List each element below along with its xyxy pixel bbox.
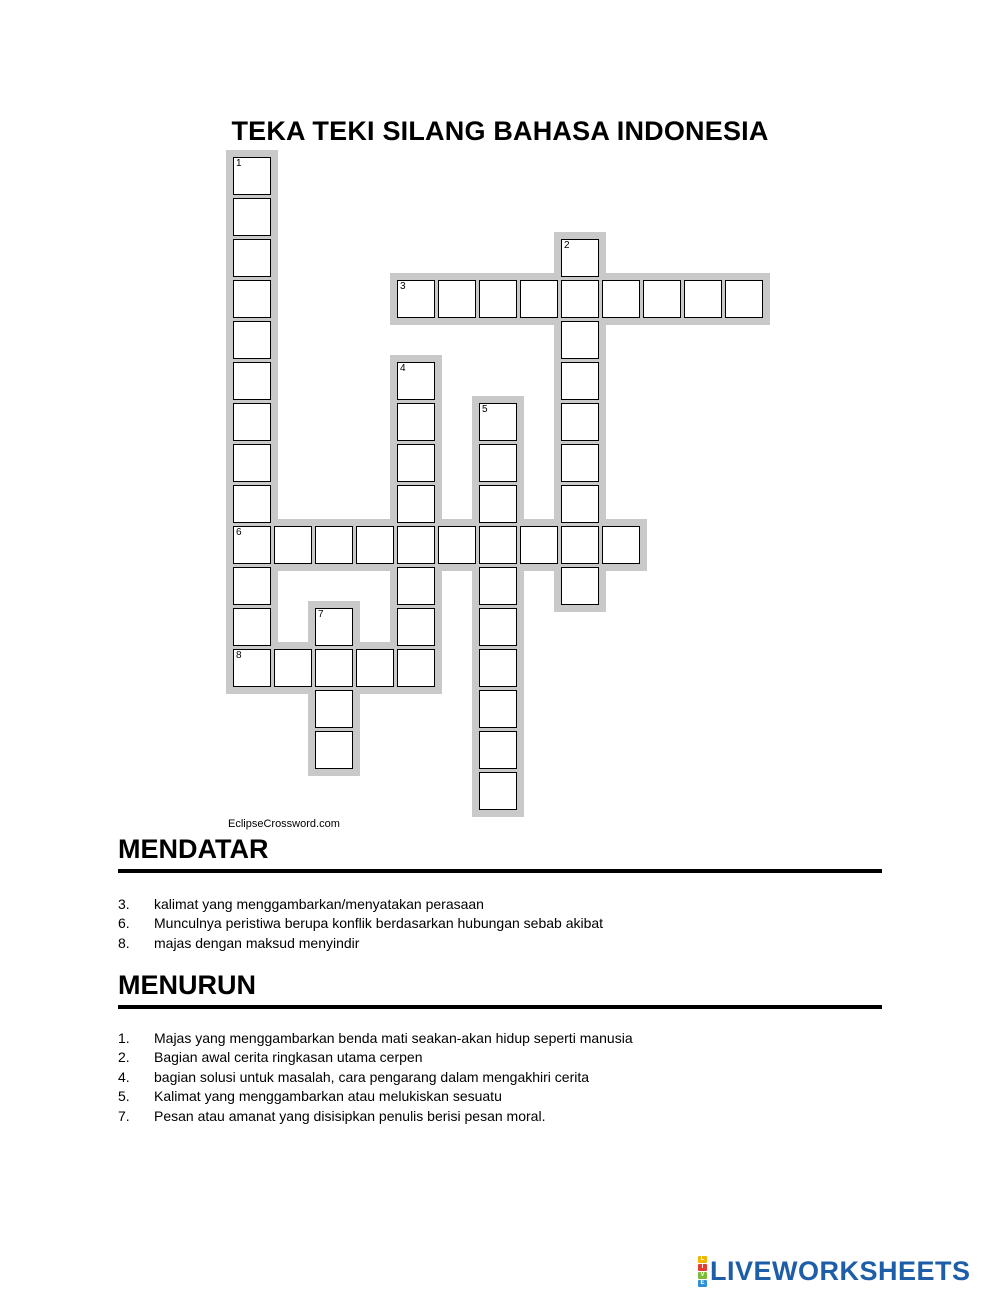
credit-text: EclipseCrossword.com bbox=[228, 818, 340, 830]
crossword-cell[interactable] bbox=[561, 280, 599, 318]
crossword-cell[interactable] bbox=[397, 567, 435, 605]
crossword-cell[interactable] bbox=[479, 649, 517, 687]
crossword-cell[interactable] bbox=[561, 403, 599, 441]
crossword-cell[interactable] bbox=[233, 362, 271, 400]
crossword-cell[interactable] bbox=[233, 567, 271, 605]
crossword-cell[interactable] bbox=[561, 362, 599, 400]
crossword-cell[interactable] bbox=[479, 608, 517, 646]
crossword-cell[interactable] bbox=[479, 690, 517, 728]
crossword-cell[interactable] bbox=[233, 157, 271, 195]
cell-number: 4 bbox=[400, 363, 406, 374]
crossword-cell[interactable] bbox=[233, 444, 271, 482]
mendatar-rule bbox=[118, 869, 882, 873]
crossword-cell[interactable] bbox=[315, 526, 353, 564]
logo-blocks-icon bbox=[698, 1256, 707, 1287]
cell-number: 1 bbox=[236, 158, 242, 169]
clue-item: 8. majas dengan maksud menyindir bbox=[118, 934, 360, 951]
crossword-cell[interactable] bbox=[233, 485, 271, 523]
cell-number: 6 bbox=[236, 527, 242, 538]
crossword-cell[interactable] bbox=[315, 649, 353, 687]
crossword-cell[interactable] bbox=[479, 526, 517, 564]
cell-number: 8 bbox=[236, 650, 242, 661]
clue-item: 5. Kalimat yang menggambarkan atau melukiskan sesuatu bbox=[118, 1088, 502, 1105]
crossword-cell[interactable] bbox=[602, 526, 640, 564]
crossword-cell[interactable] bbox=[684, 280, 722, 318]
crossword-cell[interactable] bbox=[233, 608, 271, 646]
clue-item: 1. Majas yang menggambarkan benda mati seakan-akan hidup seperti manusia bbox=[118, 1030, 633, 1046]
crossword-cell[interactable] bbox=[561, 321, 599, 359]
cell-number: 7 bbox=[318, 609, 324, 620]
crossword-cell[interactable] bbox=[233, 321, 271, 359]
clue-item: 6. Munculnya peristiwa berupa konflik berdasarkan hubungan sebab akibat bbox=[118, 915, 604, 932]
crossword-cell[interactable] bbox=[520, 526, 558, 564]
page-title: TEKA TEKI SILANG BAHASA INDONESIA bbox=[231, 116, 769, 146]
crossword-cell[interactable] bbox=[397, 362, 435, 400]
crossword-cell[interactable] bbox=[233, 280, 271, 318]
crossword-cell[interactable] bbox=[561, 485, 599, 523]
crossword-cell[interactable] bbox=[520, 280, 558, 318]
crossword-cell[interactable] bbox=[397, 608, 435, 646]
crossword-cell[interactable] bbox=[479, 772, 517, 810]
cell-number: 2 bbox=[564, 240, 570, 251]
crossword-cell[interactable] bbox=[643, 280, 681, 318]
crossword-cell[interactable] bbox=[479, 403, 517, 441]
crossword-cell[interactable] bbox=[479, 485, 517, 523]
crossword-cell[interactable] bbox=[356, 526, 394, 564]
crossword-cell[interactable] bbox=[233, 403, 271, 441]
crossword-cell[interactable] bbox=[397, 485, 435, 523]
crossword-cell[interactable] bbox=[233, 239, 271, 277]
crossword-cell[interactable] bbox=[233, 649, 271, 687]
crossword-cell[interactable] bbox=[274, 649, 312, 687]
logo-block: E bbox=[698, 1280, 707, 1287]
crossword-cell[interactable] bbox=[397, 526, 435, 564]
logo-block: L bbox=[698, 1256, 707, 1263]
crossword-cell[interactable] bbox=[561, 444, 599, 482]
crossword-cell[interactable] bbox=[397, 280, 435, 318]
cell-number: 5 bbox=[482, 404, 488, 415]
menurun-heading: MENURUN bbox=[118, 970, 256, 1000]
menurun-clues bbox=[118, 1029, 898, 1126]
logo-block: I bbox=[698, 1264, 707, 1271]
crossword-cell[interactable] bbox=[438, 280, 476, 318]
crossword-cell[interactable] bbox=[479, 731, 517, 769]
cell-number: 3 bbox=[400, 281, 406, 292]
crossword-cell[interactable] bbox=[479, 567, 517, 605]
crossword-cell[interactable] bbox=[561, 526, 599, 564]
crossword-cell[interactable] bbox=[438, 526, 476, 564]
crossword-cell[interactable] bbox=[602, 280, 640, 318]
crossword-cell[interactable] bbox=[356, 649, 394, 687]
clue-item: 2. Bagian awal cerita ringkasan utama cerpen bbox=[118, 1049, 423, 1066]
mendatar-clues bbox=[118, 895, 898, 953]
logo-text: LIVEWORKSHEETS bbox=[710, 1255, 971, 1286]
mendatar-heading: MENDATAR bbox=[118, 834, 269, 864]
crossword-cell[interactable] bbox=[479, 444, 517, 482]
crossword-cell[interactable] bbox=[479, 280, 517, 318]
crossword-cell[interactable] bbox=[561, 239, 599, 277]
crossword-cell[interactable] bbox=[233, 526, 271, 564]
crossword-cell[interactable] bbox=[397, 444, 435, 482]
crossword-cell[interactable] bbox=[397, 403, 435, 441]
crossword-cell[interactable] bbox=[315, 690, 353, 728]
liveworksheets-logo bbox=[698, 1256, 971, 1286]
crossword-cell[interactable] bbox=[561, 567, 599, 605]
crossword-cell[interactable] bbox=[315, 608, 353, 646]
crossword-cell[interactable] bbox=[397, 649, 435, 687]
crossword-cell[interactable] bbox=[725, 280, 763, 318]
crossword-cell[interactable] bbox=[274, 526, 312, 564]
menurun-rule bbox=[118, 1005, 882, 1009]
clue-item: 4. bagian solusi untuk masalah, cara pengarang dalam mengakhiri cerita bbox=[118, 1068, 590, 1085]
clue-item: 3. kalimat yang menggambarkan/menyatakan perasaan bbox=[118, 896, 484, 912]
clue-item: 7. Pesan atau amanat yang disisipkan penulis berisi pesan moral. bbox=[118, 1107, 546, 1124]
logo-block: V bbox=[698, 1272, 707, 1279]
crossword-cell[interactable] bbox=[315, 731, 353, 769]
crossword-cell[interactable] bbox=[233, 198, 271, 236]
